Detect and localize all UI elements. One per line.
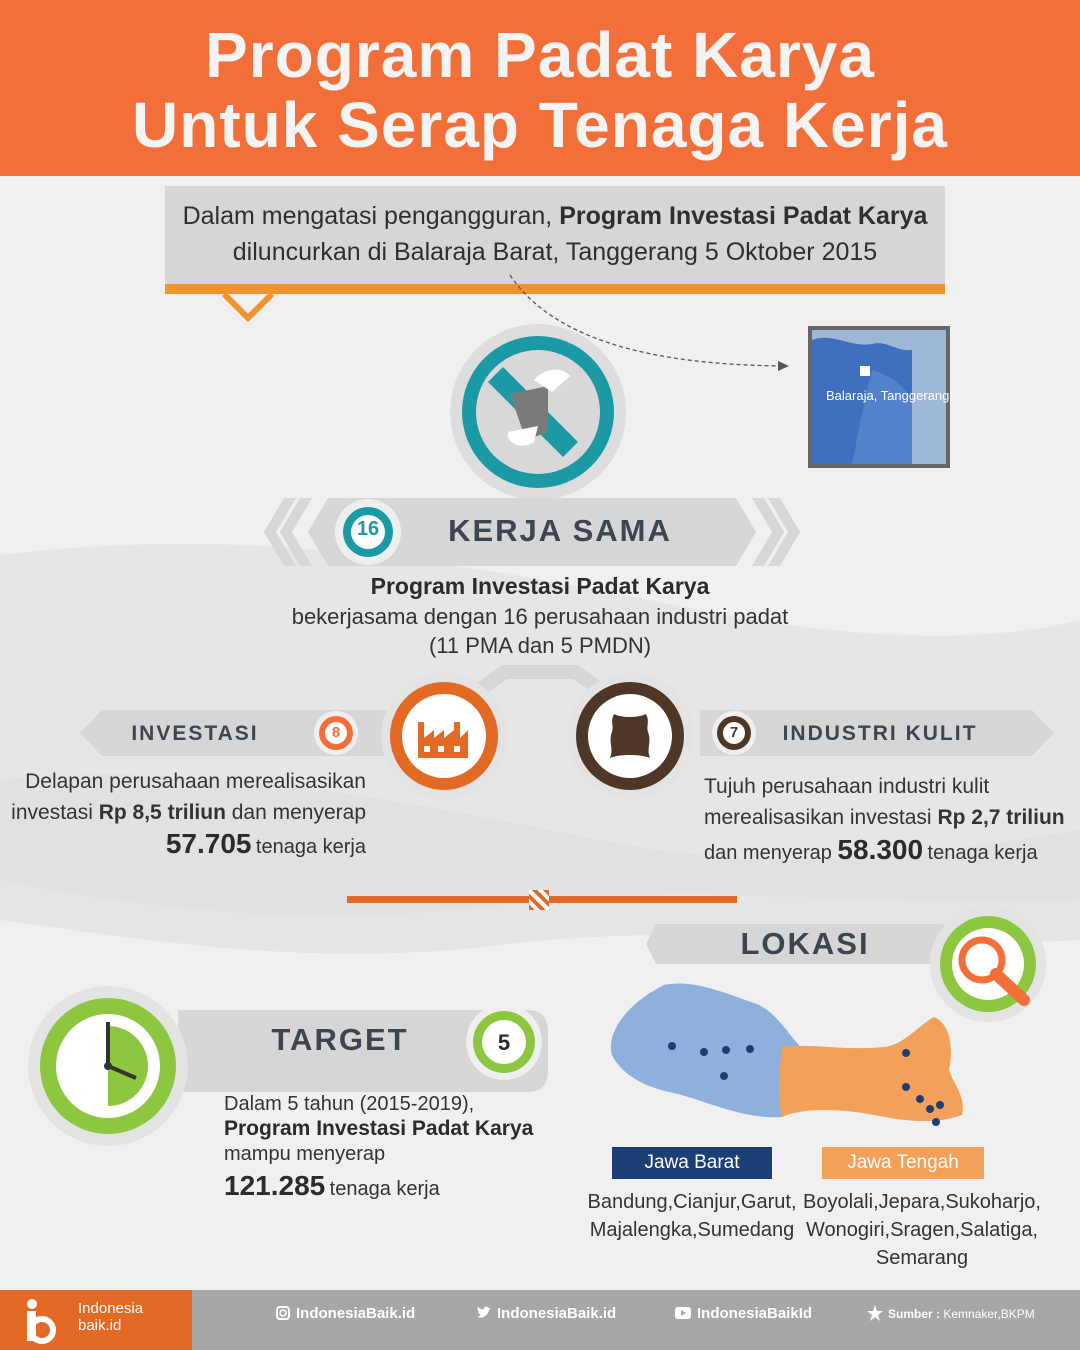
investasi-line1: Delapan perusahaan merealisasikan xyxy=(25,770,366,793)
investasi-amount: Rp 8,5 triliun xyxy=(98,801,226,824)
kerja-sama-count: 16 xyxy=(356,518,380,540)
intro-line2: diluncurkan di Balaraja Barat, Tanggerang 5 Oktober 2015 xyxy=(232,238,878,266)
handshake-circle-icon xyxy=(448,322,628,502)
kulit-line2-pre: merealisasikan investasi xyxy=(704,806,938,829)
source-label: Sumber : xyxy=(888,1307,941,1321)
indonesia-baik-logo-icon xyxy=(18,1298,58,1344)
investasi-line2-pre: investasi xyxy=(11,801,99,824)
target-title: TARGET xyxy=(271,1022,409,1057)
kerja-sama-line2: bekerjasama dengan 16 perusahaan industri padat xyxy=(291,604,789,629)
source-star-icon xyxy=(866,1304,884,1322)
jawa-barat-cities-line1: Bandung,Cianjur,Garut, xyxy=(587,1191,797,1213)
kerja-sama-line3: (11 PMA dan 5 PMDN) xyxy=(428,633,652,658)
investasi-title: INVESTASI xyxy=(131,722,259,745)
kulit-title: INDUSTRI KULIT xyxy=(782,722,978,745)
intro-program: Program Investasi Padat Karya xyxy=(559,202,928,230)
intro-line1 xyxy=(165,202,945,231)
header-banner xyxy=(0,0,1080,176)
youtube-icon xyxy=(675,1307,691,1319)
kulit-workers xyxy=(704,834,1074,866)
location-map xyxy=(808,326,950,468)
instagram-icon xyxy=(276,1306,290,1320)
kulit-line2 xyxy=(704,806,1074,830)
target-line1: Dalam 5 tahun (2015-2019), xyxy=(224,1093,475,1115)
twitter-icon xyxy=(476,1306,492,1320)
logo-line1: Indonesia xyxy=(78,1300,144,1317)
footer-logo xyxy=(0,1290,192,1350)
investasi-number: 57.705 xyxy=(165,828,252,859)
kerja-sama-title: KERJA SAMA xyxy=(448,513,672,548)
kulit-count: 7 xyxy=(729,724,739,741)
investasi-count: 8 xyxy=(331,724,341,741)
footer-youtube[interactable]: IndonesiaBaikId xyxy=(697,1305,813,1322)
target-number: 121.285 xyxy=(224,1170,326,1201)
target-line3: mampu menyerap xyxy=(224,1143,386,1165)
jawa-tengah-cities-line3: Semarang xyxy=(875,1247,969,1269)
map-label: Balaraja, Tanggerang xyxy=(826,388,950,403)
investasi-line2 xyxy=(0,801,366,825)
jawa-barat-label: Jawa Barat xyxy=(612,1147,772,1179)
page-title-line1: Program Padat Karya xyxy=(205,19,875,91)
kulit-line1: Tujuh perusahaan industri kulit xyxy=(704,775,990,798)
logo-text xyxy=(78,1300,143,1334)
target-count: 5 xyxy=(497,1030,511,1055)
source-value: Kemnaker,BKPM xyxy=(943,1307,1035,1321)
investasi-line2-post: dan menyerap xyxy=(225,801,366,824)
kerja-sama-program: Program Investasi Padat Karya xyxy=(370,573,710,599)
kulit-unit: tenaga kerja xyxy=(927,842,1038,864)
java-map-graphic xyxy=(604,975,984,1145)
jawa-tengah-cities-line2: Wonogiri,Sragen,Salatiga, xyxy=(806,1219,1038,1241)
jawa-barat-cities-line2: Majalengka,Sumedang xyxy=(589,1219,795,1241)
kulit-amount: Rp 2,7 triliun xyxy=(937,806,1065,829)
divider-ornament-icon xyxy=(529,890,549,910)
leather-circle-icon xyxy=(566,672,694,800)
investasi-unit: tenaga kerja xyxy=(255,836,366,858)
target-program: Program Investasi Padat Karya xyxy=(224,1117,534,1140)
factory-circle-icon xyxy=(380,672,508,800)
intro-prefix: Dalam mengatasi pengangguran, xyxy=(182,202,560,230)
investasi-workers xyxy=(60,828,366,860)
page-title-line2: Untuk Serap Tenaga Kerja xyxy=(132,89,948,161)
kulit-number: 58.300 xyxy=(837,834,924,865)
jawa-tengah-cities-line1: Boyolali,Jepara,Sukoharjo, xyxy=(803,1191,1041,1213)
logo-line2: baik.id xyxy=(78,1317,122,1334)
kulit-line3-pre: dan menyerap xyxy=(704,842,838,864)
footer-twitter[interactable]: IndonesiaBaik.id xyxy=(497,1305,617,1322)
intro-pointer-icon xyxy=(222,292,274,322)
target-workers xyxy=(224,1170,554,1202)
target-unit: tenaga kerja xyxy=(329,1178,440,1200)
jawa-tengah-label: Jawa Tengah xyxy=(822,1147,984,1179)
lokasi-title: LOKASI xyxy=(740,926,870,961)
footer-source xyxy=(888,1307,1035,1321)
footer-instagram[interactable]: IndonesiaBaik.id xyxy=(296,1305,416,1322)
